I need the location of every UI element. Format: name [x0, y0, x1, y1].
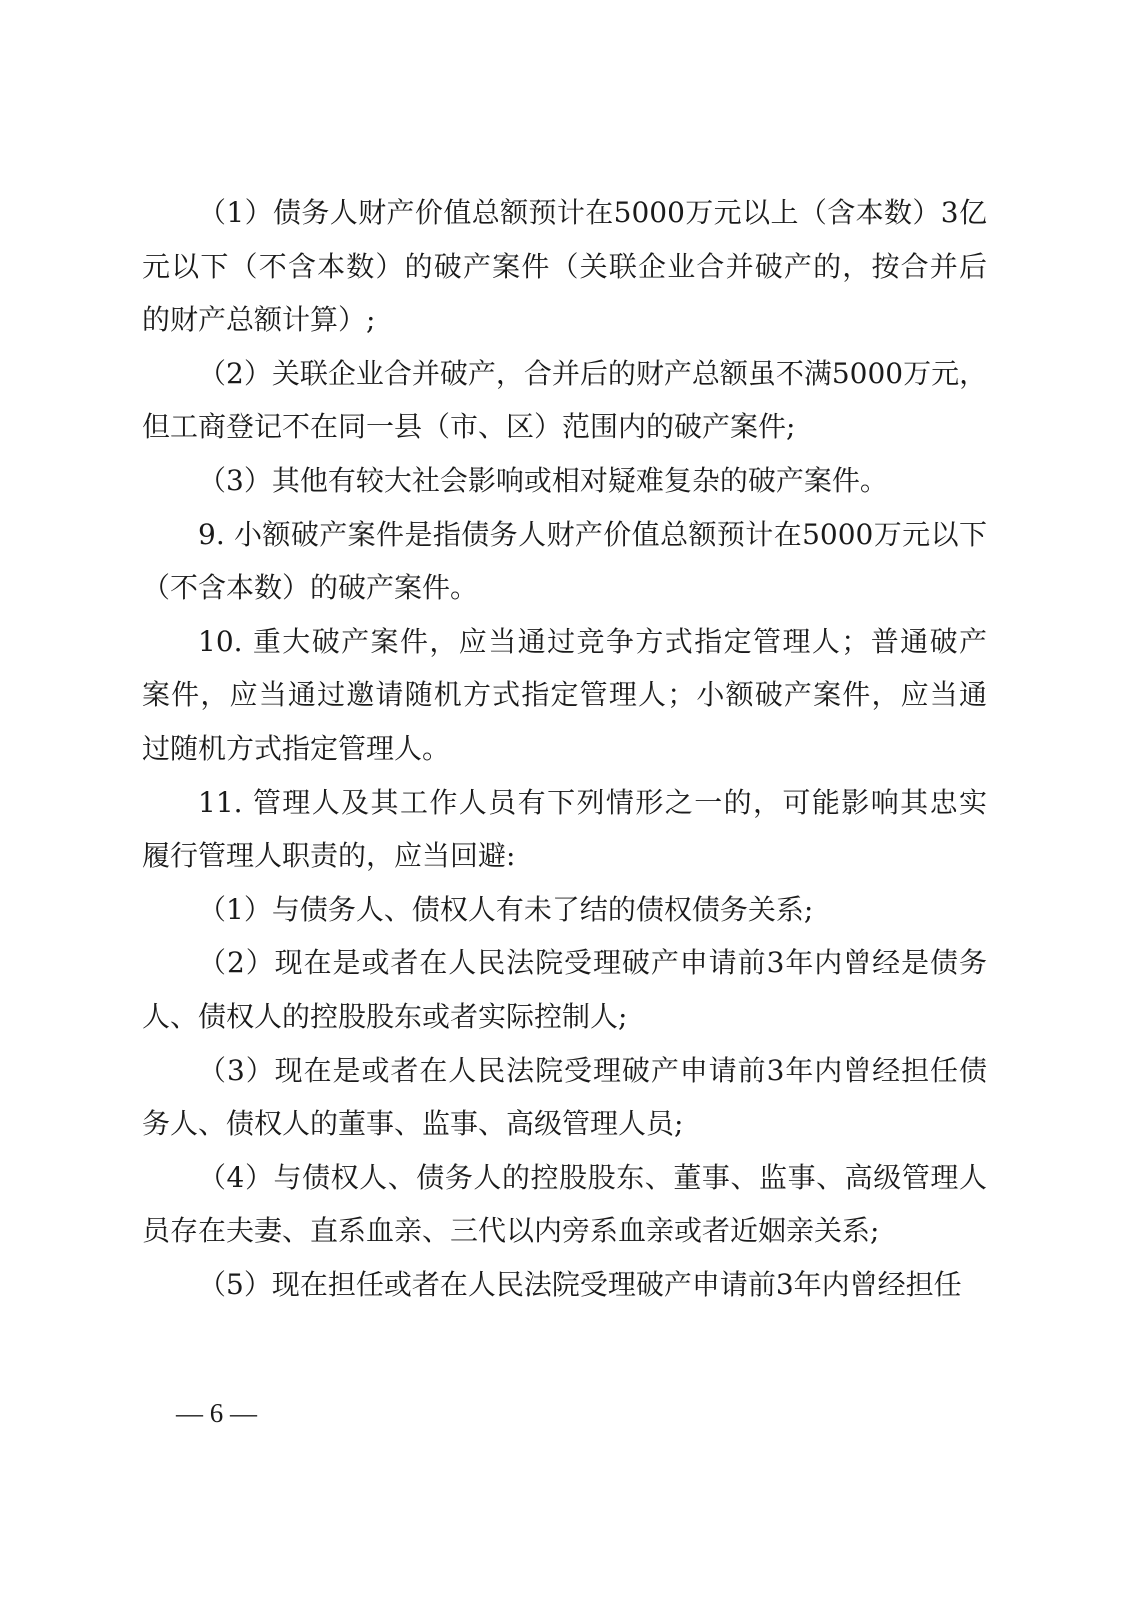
text-line: （3）现在是或者在人民法院受理破产申请前3年内曾经担任债	[198, 1053, 987, 1087]
paragraph	[142, 1151, 987, 1258]
text-line: 11. 管理人及其工作人员有下列情形之一的，可能影响其忠实	[198, 785, 987, 819]
text-line: 9. 小额破产案件是指债务人财产价值总额预计在5000万元以下	[198, 517, 987, 551]
paragraph	[142, 936, 987, 1043]
paragraph	[142, 1258, 987, 1312]
text-line: 员存在夫妻、直系血亲、三代以内旁系血亲或者近姻亲关系;	[142, 1214, 880, 1248]
body-text	[142, 186, 987, 1311]
paragraph	[142, 347, 987, 454]
text-line: （1）与债务人、债权人有未了结的债权债务关系;	[198, 892, 814, 926]
paragraph	[142, 508, 987, 615]
text-line: （不含本数）的破产案件。	[142, 571, 479, 605]
text-line: 的财产总额计算）;	[142, 303, 376, 337]
text-line: （1）债务人财产价值总额预计在5000万元以上（含本数）3亿	[198, 196, 987, 229]
text-line: 案件，应当通过邀请随机方式指定管理人；小额破产案件，应当通	[142, 678, 987, 712]
text-line: （2）现在是或者在人民法院受理破产申请前3年内曾经是债务	[198, 946, 987, 980]
paragraph	[142, 776, 987, 883]
text-line: （3）其他有较大社会影响或相对疑难复杂的破产案件。	[198, 463, 888, 497]
paragraph	[142, 454, 987, 508]
page-number: — 6 —	[176, 1398, 257, 1428]
text-line: 人、债权人的控股股东或者实际控制人;	[142, 999, 628, 1033]
text-line: 10. 重大破产案件，应当通过竞争方式指定管理人；普通破产	[198, 624, 987, 658]
paragraph	[142, 1044, 987, 1151]
text-line: 过随机方式指定管理人。	[142, 731, 451, 765]
text-line: 元以下（不含本数）的破产案件（关联企业合并破产的，按合并后	[142, 249, 987, 283]
paragraph	[142, 186, 987, 347]
paragraph	[142, 883, 987, 937]
text-line: 但工商登记不在同一县（市、区）范围内的破产案件;	[142, 410, 796, 444]
text-line: 履行管理人职责的，应当回避:	[142, 839, 516, 873]
text-line: （2）关联企业合并破产，合并后的财产总额虽不满5000万元，	[198, 356, 988, 390]
paragraph	[142, 615, 987, 776]
text-line: （5）现在担任或者在人民法院受理破产申请前3年内曾经担任	[198, 1267, 962, 1301]
text-line: （4）与债权人、债务人的控股股东、董事、监事、高级管理人	[198, 1160, 987, 1194]
text-line: 务人、债权人的董事、监事、高级管理人员;	[142, 1107, 684, 1141]
